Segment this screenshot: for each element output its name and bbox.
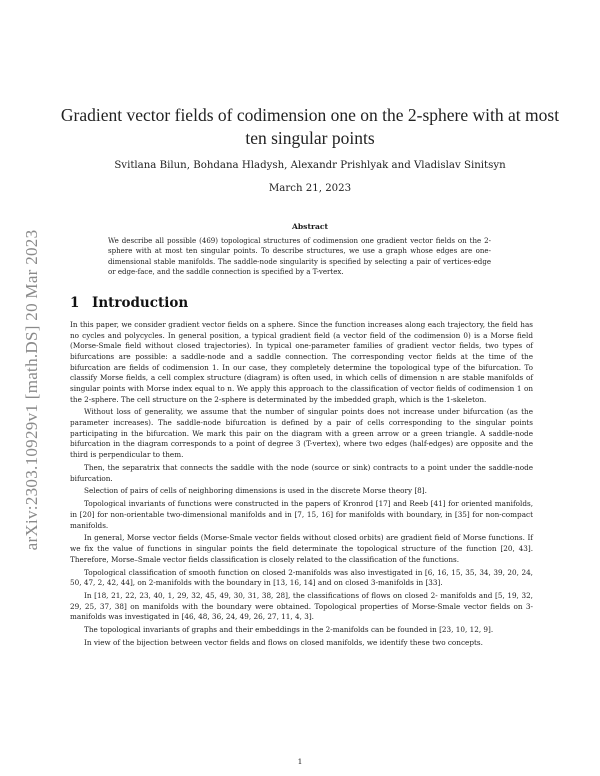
- authors: Svitlana Bilun, Bohdana Hladysh, Alexandr Prishlyak and Vladislav Sinitsyn: [114, 160, 506, 171]
- paragraph: In this paper, we consider gradient vector fields on a sphere. Since the function increases along each trajectory, the field has no cycles and polycycles. In general position, a typical gradient field (a vector field of the codimension 0) is a Morse field (Morse-Smale field without closed trajectories). In typical one-parameter families of gradient vector fields, two types of bifurcations are possible: a saddle-node and a saddle connection. The corresponding vector fields at the time of the bifurcation are fields of codimension 1. In our case, they completely determine the topological type of the bifurcation. To classify Morse fields, a cell complex structure (diagram) is often used, in which cells of dimension n are stable manifolds of singular points with Morse index equal to n. We apply this approach to the classification of vector fields of codimension 1 on the 2-sphere. The cell structure on the 2-sphere is determinated by the imbedded graph, which is the 1-skeleton.: [70, 320, 533, 404]
- paper-title: Gradient vector fields of codimension one on the 2-sphere with at most ten singular points: [60, 105, 560, 148]
- date: March 21, 2023: [268, 183, 352, 194]
- paragraph: Topological classification of smooth function on closed 2-manifolds was also investigated in [6, 16, 15, 35, 34, 39, 20, 24, 50, 47, 2, 42, 44], on 2-manifolds with the boundary in [13, 16, 14] and on closed 3-manifolds in [33].: [70, 567, 533, 588]
- paragraph: Without loss of generality, we assume that the number of singular points does not increase under bifurcation (as the parameter increases). The saddle-node bifurcation is defined by a pair of cells corresponding to the singular points participating in the bifurcation. We mark this pair on the diagram with a green arrow or a green triangle. A saddle-node bifurcation in the diagram corresponds to a point of degree 3 (T-vertex), where two edges (half-edges) are opposite and the third is perpendicular to them.: [70, 407, 533, 460]
- page-number: 1: [297, 757, 303, 766]
- paragraph: In view of the bijection between vector fields and flows on closed manifolds, we identify these two concepts.: [84, 638, 483, 648]
- paragraph: The topological invariants of graphs and their embeddings in the 2-manifolds can be founded in [23, 10, 12, 9].: [84, 625, 494, 635]
- section-heading: [70, 295, 188, 311]
- paragraph: Then, the separatrix that connects the saddle with the node (source or sink) contracts to a point under the saddle-node bifurcation.: [70, 462, 533, 483]
- paragraph: Topological invariants of functions were constructed in the papers of Kronrod [17] and Reeb [41] for oriented manifolds, in [20] for non-orientable two-dimensional manifolds and in [7, 15, 16] for manifolds with boundary, in [35] for non-compact manifolds.: [70, 499, 533, 530]
- section-number: 1: [70, 295, 80, 311]
- arxiv-stamp-text: arXiv:2303.10929v1 [math.DS] 20 Mar 2023: [22, 229, 41, 551]
- abstract-heading: Abstract: [291, 222, 329, 231]
- paragraph: In general, Morse vector fields (Morse-Smale vector fields without closed orbits) are gradient field of Morse functions. If we fix the value of functions in singular points the field determinate the topological structure of the function [20, 43]. Therefore, Morse–Smale vector fields classification is closely related to the classification of the functions.: [70, 533, 533, 564]
- paragraph: Selection of pairs of cells of neighboring dimensions is used in the discrete Morse theory [8].: [84, 486, 427, 496]
- abstract-text: We describe all possible (469) topological structures of codimension one gradient vector fields on the 2-sphere with at most ten singular points. To describe structures, we use a graph whose edges are one-dimensional stable manifolds. The saddle-node singularity is specified by selecting a pair of vertices-edge or edge-face, and the saddle connection is specified by a T-vertex.: [108, 236, 491, 277]
- body-text: [70, 320, 533, 651]
- arxiv-stamp: [20, 180, 44, 600]
- section-title: Introduction: [92, 295, 189, 311]
- paragraph: In [18, 21, 22, 23, 40, 1, 29, 32, 45, 49, 30, 31, 38, 28], the classifications of flows on closed 2- manifolds and [5, 19, 32, 29, 25, 37, 38] on manifolds with the boundary were obtained. Topological properties of Morse-Smale vector fields on 3-manifolds was investigated in [46, 48, 36, 24, 49, 26, 27, 11, 4, 3].: [70, 591, 533, 622]
